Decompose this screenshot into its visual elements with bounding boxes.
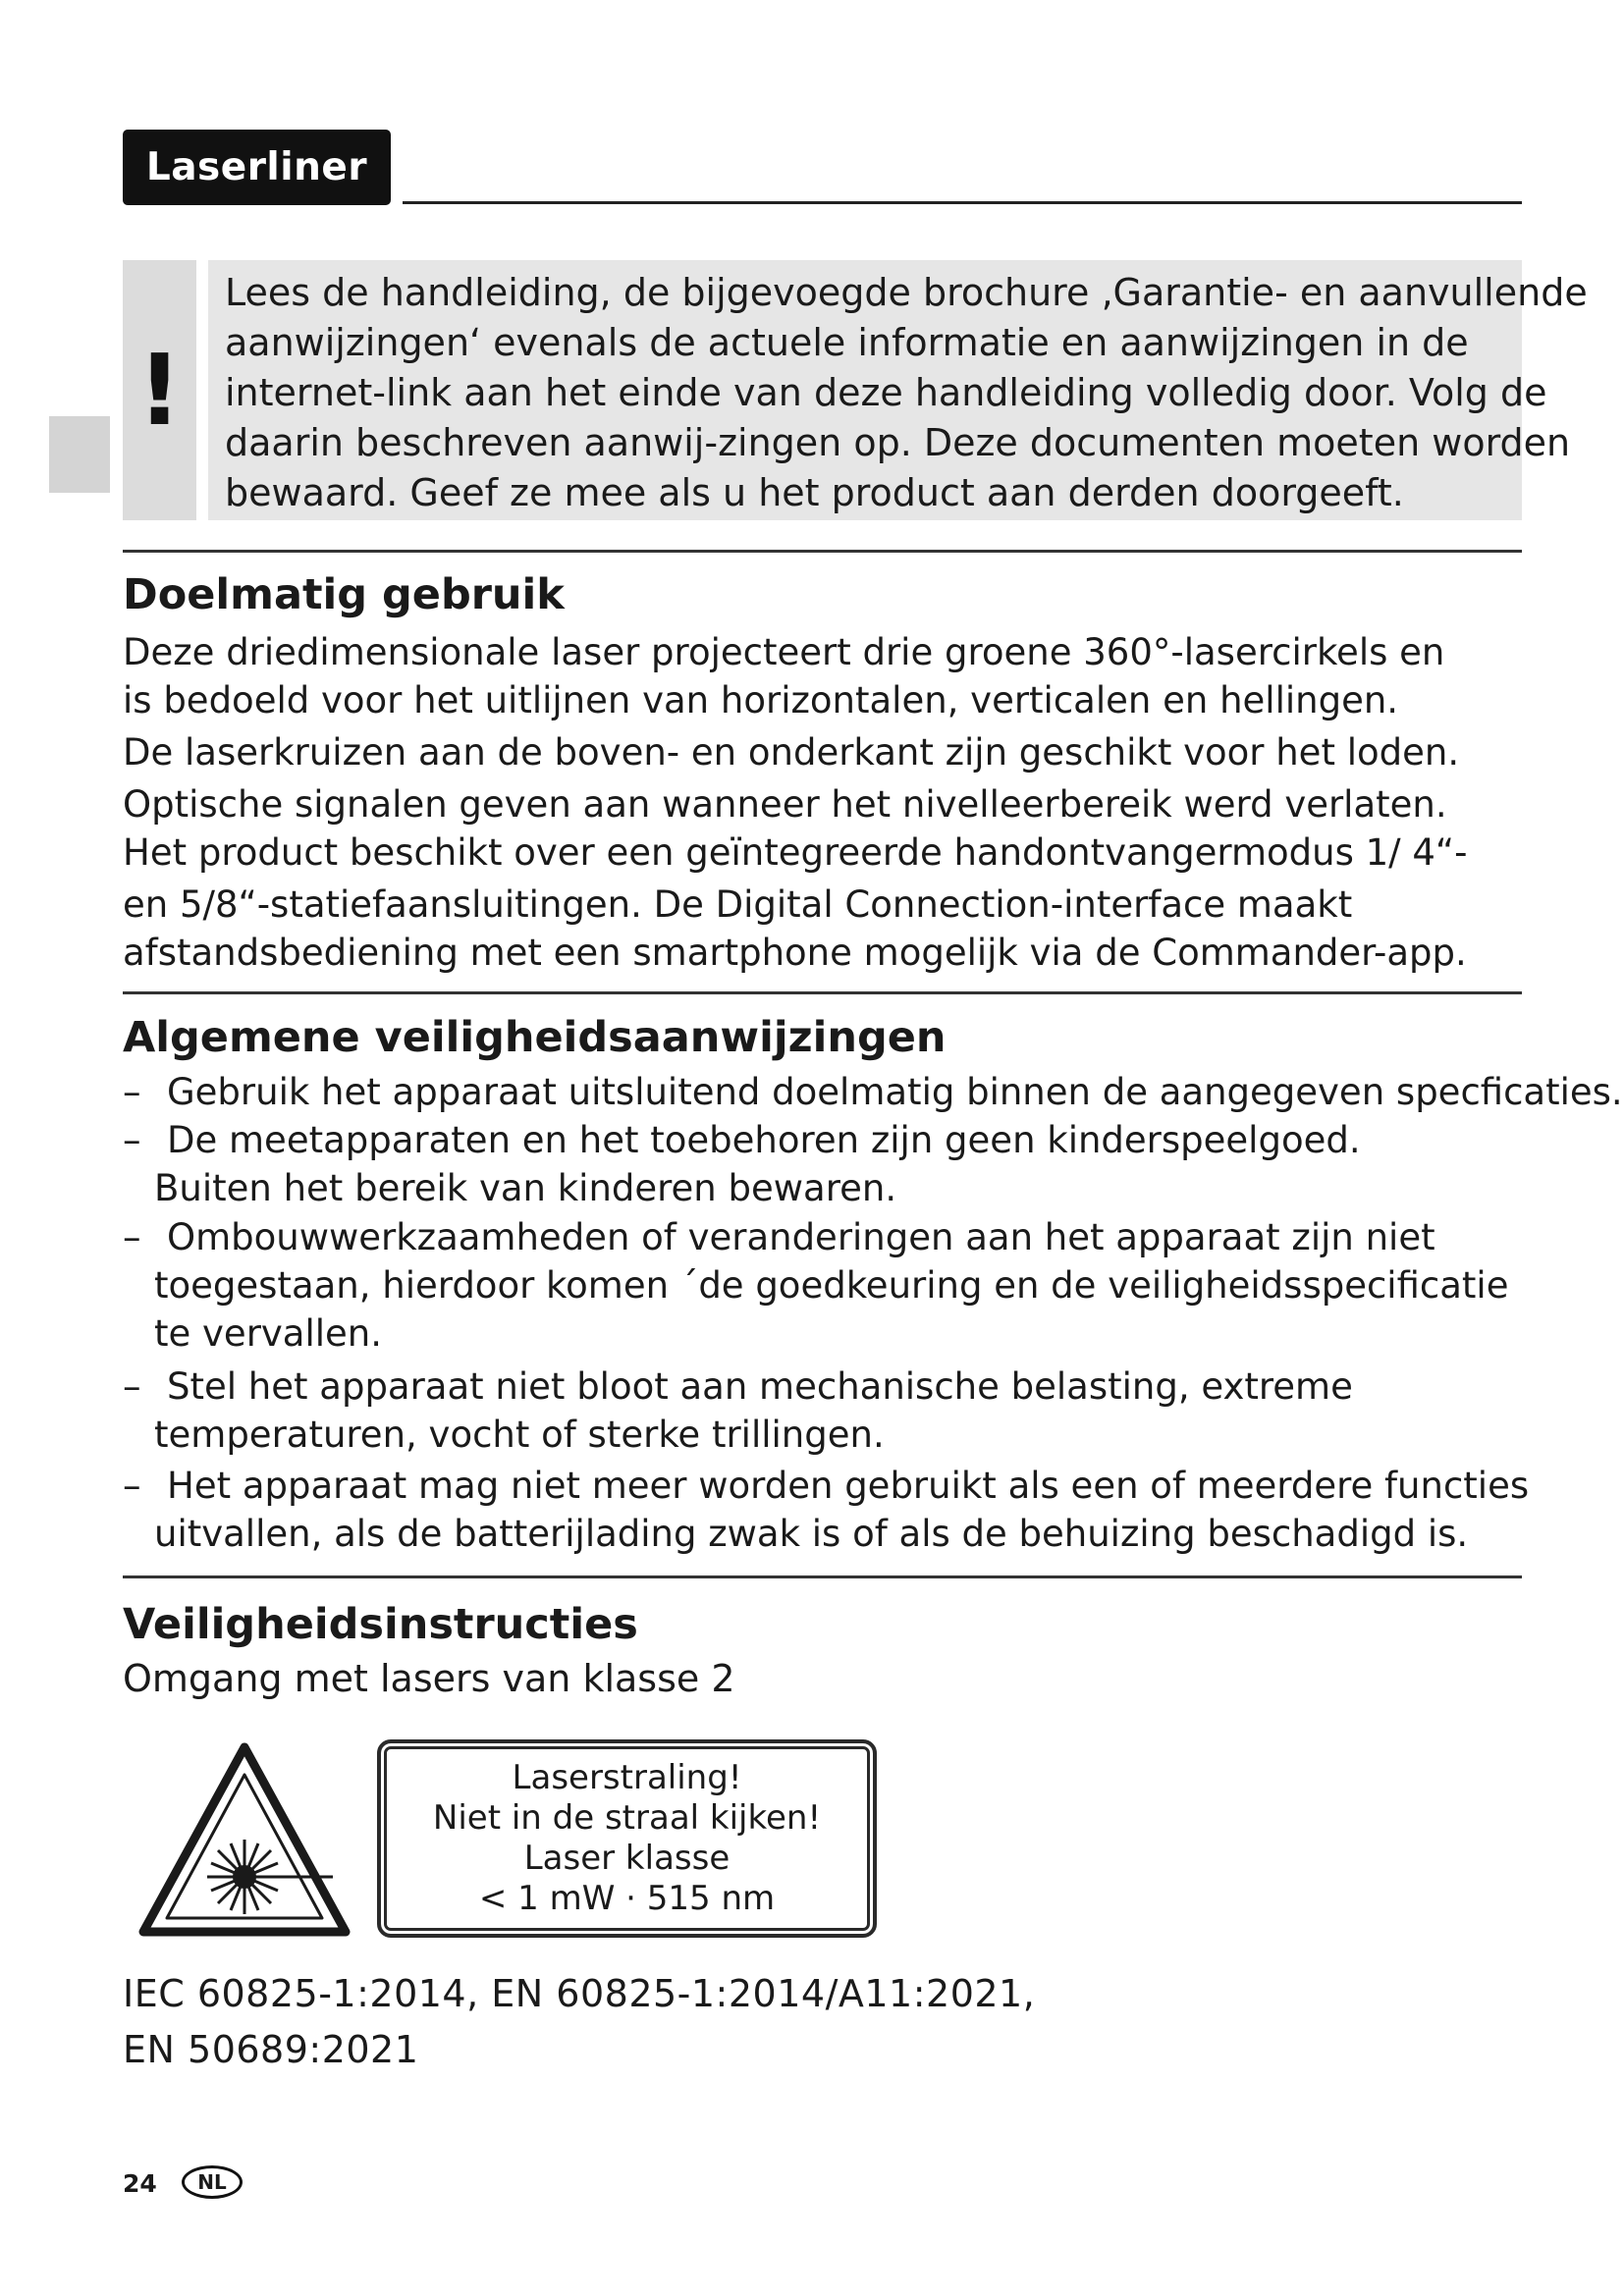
section-heading-intended-use: Doelmatig gebruik — [123, 570, 565, 619]
list-item-text: Buiten het bereik van kinderen bewaren. — [154, 1167, 897, 1209]
laser-class-subheading: Omgang met lasers van klasse 2 — [123, 1657, 735, 1700]
list-item-text: uitvallen, als de batterijlading zwak is of als de behuizing beschadigd is. — [154, 1513, 1469, 1555]
note-line: aanwijzingen‘ evenals de actuele informatie en aanwijzingen in de — [225, 321, 1469, 364]
safety-list-item — [123, 1068, 1623, 1116]
paragraph-line: Het product beschikt over een geïntegreerde handontvangermodus 1/ 4“- — [123, 831, 1468, 874]
section-divider — [123, 991, 1522, 994]
list-item-text: Stel het apparaat niet bloot aan mechanische belasting, extreme — [167, 1365, 1353, 1408]
paragraph-line: is bedoeld voor het uitlijnen van horizontalen, verticalen en hellingen. — [123, 679, 1399, 721]
list-item-text: temperaturen, vocht of sterke trillingen. — [154, 1414, 885, 1456]
list-item-text: Gebruik het apparaat uitsluitend doelmatig binnen de aangegeven specficaties. — [167, 1071, 1623, 1113]
list-dash: – — [123, 1071, 141, 1113]
note-icon-bar — [123, 260, 196, 520]
intended-use-text — [123, 628, 1522, 977]
section-divider — [123, 1575, 1522, 1578]
section-heading-safety-instructions: Veiligheidsinstructies — [123, 1600, 638, 1649]
safety-list-item — [123, 1213, 1537, 1358]
standards-line: IEC 60825-1:2014, EN 60825-1:2014/A11:2021, — [123, 1972, 1036, 2015]
section-divider — [123, 550, 1522, 553]
note-box — [208, 260, 1588, 520]
list-item-text: Het apparaat mag niet meer worden gebruikt als een of meerdere functies — [167, 1465, 1530, 1507]
note-line: Lees de handleiding, de bijgevoegde brochure ‚Garantie- en aanvullende — [225, 271, 1588, 314]
safety-list-item — [123, 1116, 1537, 1212]
note-line: daarin beschreven aanwij-zingen op. Deze documenten moeten worden — [225, 421, 1571, 464]
standards-text — [123, 1966, 1035, 2078]
safety-list-item — [123, 1362, 1537, 1459]
page-number: 24 — [123, 2169, 157, 2198]
list-dash: – — [123, 1365, 141, 1408]
label-line: Laser klasse — [523, 1839, 731, 1878]
standards-line: EN 50689:2021 — [123, 2028, 419, 2071]
label-line: Laserstraling! — [512, 1758, 742, 1797]
list-dash: – — [123, 1216, 141, 1258]
paragraph-line: afstandsbediening met een smartphone mogelijk via de Commander-app. — [123, 932, 1467, 974]
language-badge: NL — [182, 2165, 243, 2199]
list-dash: – — [123, 1119, 141, 1161]
list-item-text: te vervallen. — [154, 1312, 383, 1355]
laser-warning-label — [377, 1739, 877, 1938]
list-item-text: Ombouwwerkzaamheden of veranderingen aan het apparaat zijn niet — [167, 1216, 1435, 1258]
note-line: internet-link aan het einde van deze handleiding volledig door. Volg de — [225, 371, 1547, 414]
safety-list-item — [123, 1462, 1537, 1558]
label-line: < 1 mW · 515 nm — [478, 1879, 776, 1918]
laser-warning-icon — [135, 1739, 353, 1940]
paragraph-line: en 5/8“-statiefaansluitingen. De Digital Connection-interface maakt — [123, 883, 1353, 926]
list-item-text: toegestaan, hierdoor komen ´de goedkeuring en de veiligheidsspecificatie — [154, 1264, 1509, 1307]
note-line: bewaard. Geef ze mee als u het product aan derden doorgeeft. — [225, 471, 1404, 514]
brand-logo: Laserliner — [123, 130, 391, 205]
paragraph-line: Deze driedimensionale laser projecteert drie groene 360°-lasercirkels en — [123, 631, 1445, 673]
language-tab-marker — [49, 416, 110, 493]
list-item-text: De meetapparaten en het toebehoren zijn geen kinderspeelgoed. — [167, 1119, 1361, 1161]
list-dash: – — [123, 1465, 141, 1507]
section-heading-general-safety: Algemene veiligheidsaanwijzingen — [123, 1013, 947, 1062]
paragraph-line: Optische signalen geven aan wanneer het nivelleerbereik werd verlaten. — [123, 783, 1447, 826]
paragraph-line: De laserkruizen aan de boven- en onderkant zijn geschikt voor het loden. — [123, 731, 1460, 774]
exclamation-icon: ! — [136, 332, 183, 448]
label-line: Niet in de straal kijken! — [432, 1798, 822, 1838]
header-rule — [403, 201, 1522, 204]
